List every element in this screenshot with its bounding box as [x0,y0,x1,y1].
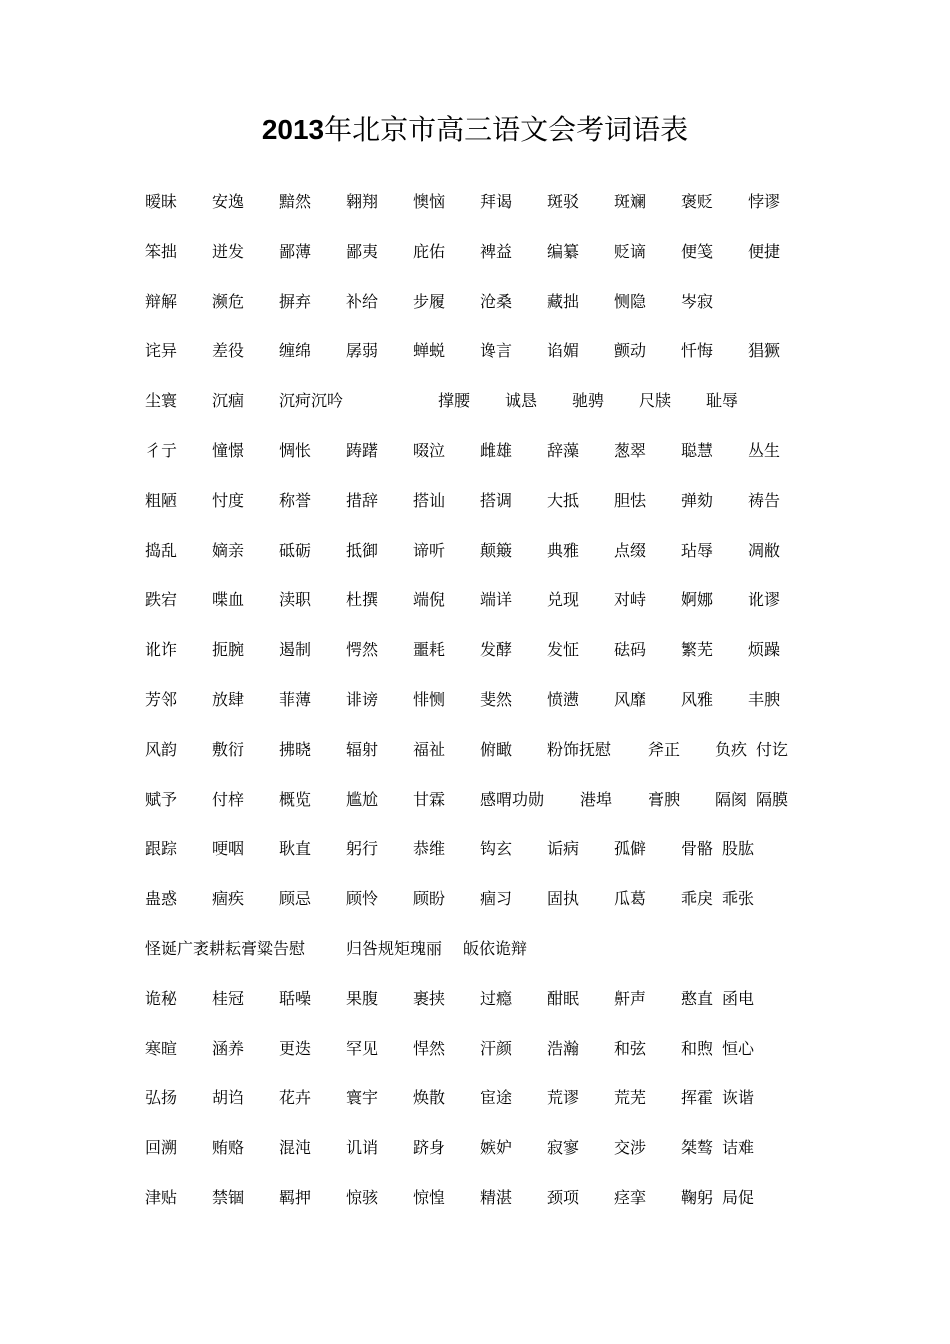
word-entry: 桀骜 [681,1138,714,1158]
word-entry: 赋予 [145,789,178,809]
word-entry: 悖谬 [748,192,781,211]
word-entry: 桂冠 [212,988,245,1008]
word-entry: 付讫 [756,739,789,759]
word-entry: 跟踪 [145,839,178,859]
word-entry: 讹谬 [748,590,781,610]
word-entry: 翱翔 [346,192,379,211]
word-entry: 褒贬 [681,192,714,211]
word-entry: 菲薄 [279,690,312,709]
word-entry: 痼习 [480,889,513,909]
word-entry: 玷辱 [681,540,714,560]
word-entry: 顾忌 [279,889,312,909]
word-entry: 回溯 [145,1138,178,1158]
word-entry: 典雅 [547,540,580,560]
word-row [0,836,950,862]
title-text: 年北京市高三语文会考词语表 [324,113,689,146]
word-entry: 耻辱 [706,391,739,411]
word-entry: 摒弃 [279,291,312,311]
word-entry: 懊恼 [413,192,446,211]
word-entry: 福祉 [413,739,446,759]
word-entry: 便捷 [748,241,781,261]
word-row [0,687,950,713]
word-entry: 恭维 [413,839,446,859]
word-entry: 跌宕 [145,590,178,610]
word-entry: 濒危 [212,291,245,311]
word-entry: 粗陋 [145,490,178,510]
word-entry: 哽咽 [212,839,245,859]
word-entry: 尘寰 [145,391,178,411]
word-entry: 啜泣 [413,441,446,460]
word-entry: 浩瀚 [547,1038,580,1058]
word-entry: 蝉蜕 [413,341,446,361]
word-entry: 驰骋 [572,391,605,411]
word-entry: 迸发 [212,241,245,261]
word-entry: 愤懑 [547,690,580,709]
word-row [0,338,950,364]
word-entry: 放肆 [212,690,245,709]
word-entry: 港埠 [580,789,613,809]
word-entry: 顾怜 [346,889,379,909]
word-entry: 遏制 [279,640,312,660]
word-row [0,637,950,663]
word-entry: 股肱 [722,839,755,859]
word-entry: 对峙 [614,590,647,610]
word-row [0,936,950,962]
word-entry: 膏腴 [648,789,681,809]
word-entry: 惊骇 [346,1188,379,1207]
word-entry: 归咎规矩瑰丽 [346,939,443,958]
word-entry: 酣眠 [547,988,580,1008]
word-entry: 踌躇 [346,441,379,460]
word-entry: 颤动 [614,341,647,361]
word-entry: 怪诞广袤耕耘膏粱告慰 [145,939,306,958]
word-entry: 拜谒 [480,192,513,211]
word-entry: 固执 [547,889,580,909]
word-entry: 斑斓 [614,192,647,211]
word-entry: 诧异 [145,341,178,361]
word-entry: 措辞 [346,490,379,510]
word-entry: 撑腰 [438,391,471,411]
word-entry: 孱弱 [346,341,379,361]
word-row [0,189,950,215]
word-entry: 忖度 [212,490,245,510]
word-entry: 痼疾 [212,889,245,909]
word-row [0,1036,950,1062]
word-entry: 概览 [279,789,312,809]
word-entry: 庇佑 [413,241,446,261]
word-entry: 丛生 [748,441,781,460]
word-entry: 聪慧 [681,441,714,460]
word-entry: 交涉 [614,1138,647,1158]
word-entry: 蛊惑 [145,889,178,909]
word-row [0,1085,950,1111]
word-entry: 鞠躬 [681,1188,714,1207]
word-entry: 丰腴 [748,690,781,709]
word-row [0,538,950,564]
word-entry: 繁芜 [681,640,714,660]
word-entry: 更迭 [279,1038,312,1058]
word-entry: 痉挛 [614,1188,647,1207]
word-entry: 砥砺 [279,540,312,560]
word-entry: 裨益 [480,241,513,261]
word-entry: 和煦 [681,1038,714,1058]
word-entry: 风靡 [614,690,647,709]
word-entry: 恒心 [722,1038,755,1058]
word-row [0,488,950,514]
word-entry: 羁押 [279,1188,312,1207]
word-entry: 胆怯 [614,490,647,510]
word-entry: 果腹 [346,988,379,1008]
word-entry: 惊惶 [413,1188,446,1207]
word-entry: 端详 [480,590,513,610]
word-entry: 躬行 [346,839,379,859]
word-entry: 沧桑 [480,291,513,311]
word-entry: 点缀 [614,540,647,560]
word-row [0,986,950,1012]
word-entry: 混沌 [279,1138,312,1158]
word-entry: 称誉 [279,490,312,510]
word-entry: 感喟功勋 [480,789,545,809]
word-entry: 尺牍 [639,391,672,411]
word-entry: 辞藻 [547,441,580,460]
word-entry: 讹诈 [145,640,178,660]
word-entry: 风韵 [145,739,178,759]
word-entry: 耿直 [279,839,312,859]
word-entry: 恻隐 [614,291,647,311]
word-entry: 裹挟 [413,988,446,1008]
word-entry: 安逸 [212,192,245,211]
word-entry: 俯瞰 [480,739,513,759]
word-entry: 荒谬 [547,1088,580,1108]
word-entry: 岑寂 [681,291,714,311]
word-entry: 焕散 [413,1088,446,1108]
word-entry: 敷衍 [212,739,245,759]
word-entry: 寒暄 [145,1038,178,1058]
word-entry: 渎职 [279,590,312,610]
word-entry: 诘难 [722,1138,755,1158]
word-row [0,737,950,763]
word-entry: 皈依诡辩 [463,939,528,958]
word-entry: 搭讪 [413,490,446,510]
word-entry: 弹劾 [681,490,714,510]
word-entry: 诙谐 [722,1088,755,1108]
word-entry: 胡诌 [212,1088,245,1108]
word-entry: 砝码 [614,640,647,660]
word-entry: 斑驳 [547,192,580,211]
word-entry: 沉疴沉吟 [279,391,344,411]
word-entry: 黯然 [279,192,312,211]
word-entry: 寰宇 [346,1088,379,1108]
word-entry: 搭调 [480,490,513,510]
word-entry: 悍然 [413,1038,446,1058]
word-row [0,289,950,315]
word-entry: 局促 [722,1188,755,1207]
word-entry: 发怔 [547,640,580,660]
word-entry: 噩耗 [413,640,446,660]
word-entry: 喋血 [212,590,245,610]
word-entry: 颠簸 [480,540,513,560]
word-entry: 憨直 [681,988,714,1008]
word-entry: 愕然 [346,640,379,660]
word-entry: 孤僻 [614,839,647,859]
word-entry: 嫉妒 [480,1138,513,1158]
word-entry: 聒噪 [279,988,312,1008]
word-entry: 寂寥 [547,1138,580,1158]
word-entry: 憧憬 [212,441,245,460]
word-entry: 斐然 [480,690,513,709]
word-entry: 尴尬 [346,789,379,809]
word-entry: 发酵 [480,640,513,660]
word-entry: 捣乱 [145,540,178,560]
word-entry: 葱翠 [614,441,647,460]
word-entry: 辐射 [346,739,379,759]
word-entry: 花卉 [279,1088,312,1108]
word-entry: 嫡亲 [212,540,245,560]
word-entry: 讥诮 [346,1138,379,1158]
word-entry: 罕见 [346,1038,379,1058]
word-entry: 汗颜 [480,1038,513,1058]
word-entry: 精湛 [480,1188,513,1207]
word-entry: 鼾声 [614,988,647,1008]
word-entry: 凋敝 [748,540,781,560]
word-entry: 辩解 [145,291,178,311]
word-entry: 跻身 [413,1138,446,1158]
word-entry: 谗言 [480,341,513,361]
word-entry: 缠绵 [279,341,312,361]
word-row [0,787,950,813]
word-entry: 谄媚 [547,341,580,361]
word-entry: 惆怅 [279,441,312,460]
word-entry: 抵御 [346,540,379,560]
word-entry: 婀娜 [681,590,714,610]
word-entry: 藏拙 [547,291,580,311]
word-entry: 兑现 [547,590,580,610]
word-row [0,239,950,265]
word-entry: 鄙夷 [346,241,379,261]
word-entry: 诚恳 [505,391,538,411]
word-entry: 瓜葛 [614,889,647,909]
word-entry: 津贴 [145,1188,178,1207]
word-entry: 祷告 [748,490,781,510]
word-entry: 乖张 [722,889,755,909]
word-entry: 端倪 [413,590,446,610]
word-entry: 彳亍 [145,441,178,460]
word-entry: 暧昧 [145,192,178,211]
word-entry: 涵养 [212,1038,245,1058]
word-entry: 编纂 [547,241,580,261]
word-row [0,886,950,912]
word-entry: 甘霖 [413,789,446,809]
word-entry: 杜撰 [346,590,379,610]
word-entry: 隔阂 [715,789,748,809]
word-entry: 挥霍 [681,1088,714,1108]
word-entry: 过瘾 [480,988,513,1008]
word-entry: 斧正 [648,739,681,759]
word-entry: 芳邻 [145,690,178,709]
word-entry: 诟病 [547,839,580,859]
word-entry: 荒芜 [614,1088,647,1108]
word-row [0,438,950,464]
word-entry: 笨拙 [145,241,178,261]
word-entry: 补给 [346,291,379,311]
word-entry: 诡秘 [145,988,178,1008]
word-entry: 贿赂 [212,1138,245,1158]
word-entry: 便笺 [681,241,714,261]
word-entry: 函电 [722,988,755,1008]
word-entry: 付梓 [212,789,245,809]
word-entry: 拂晓 [279,739,312,759]
word-entry: 鄙薄 [279,241,312,261]
word-row [0,388,950,414]
word-entry: 风雅 [681,690,714,709]
word-entry: 烦躁 [748,640,781,660]
word-entry: 猖獗 [748,341,781,361]
word-entry: 隔膜 [756,789,789,809]
word-entry: 大抵 [547,490,580,510]
word-entry: 诽谤 [346,690,379,709]
word-entry: 钩玄 [480,839,513,859]
word-entry: 负疚 [715,739,748,759]
word-row [0,587,950,613]
word-entry: 骨骼 [681,839,714,859]
word-entry: 沉痼 [212,391,245,411]
word-entry: 颈项 [547,1188,580,1207]
word-entry: 宦途 [480,1088,513,1108]
word-entry: 忏悔 [681,341,714,361]
word-entry: 悱恻 [413,690,446,709]
word-entry: 顾盼 [413,889,446,909]
word-entry: 贬谪 [614,241,647,261]
word-row [0,1185,950,1211]
word-entry: 扼腕 [212,640,245,660]
word-entry: 粉饰抚慰 [547,739,612,759]
word-entry: 雌雄 [480,441,513,460]
word-entry: 和弦 [614,1038,647,1058]
title-year: 2013 [261,114,325,145]
word-entry: 步履 [413,291,446,311]
word-entry: 差役 [212,341,245,361]
word-entry: 谛听 [413,540,446,560]
word-row [0,1135,950,1161]
word-entry: 乖戾 [681,889,714,909]
word-entry: 禁锢 [212,1188,245,1207]
word-entry: 弘扬 [145,1088,178,1108]
